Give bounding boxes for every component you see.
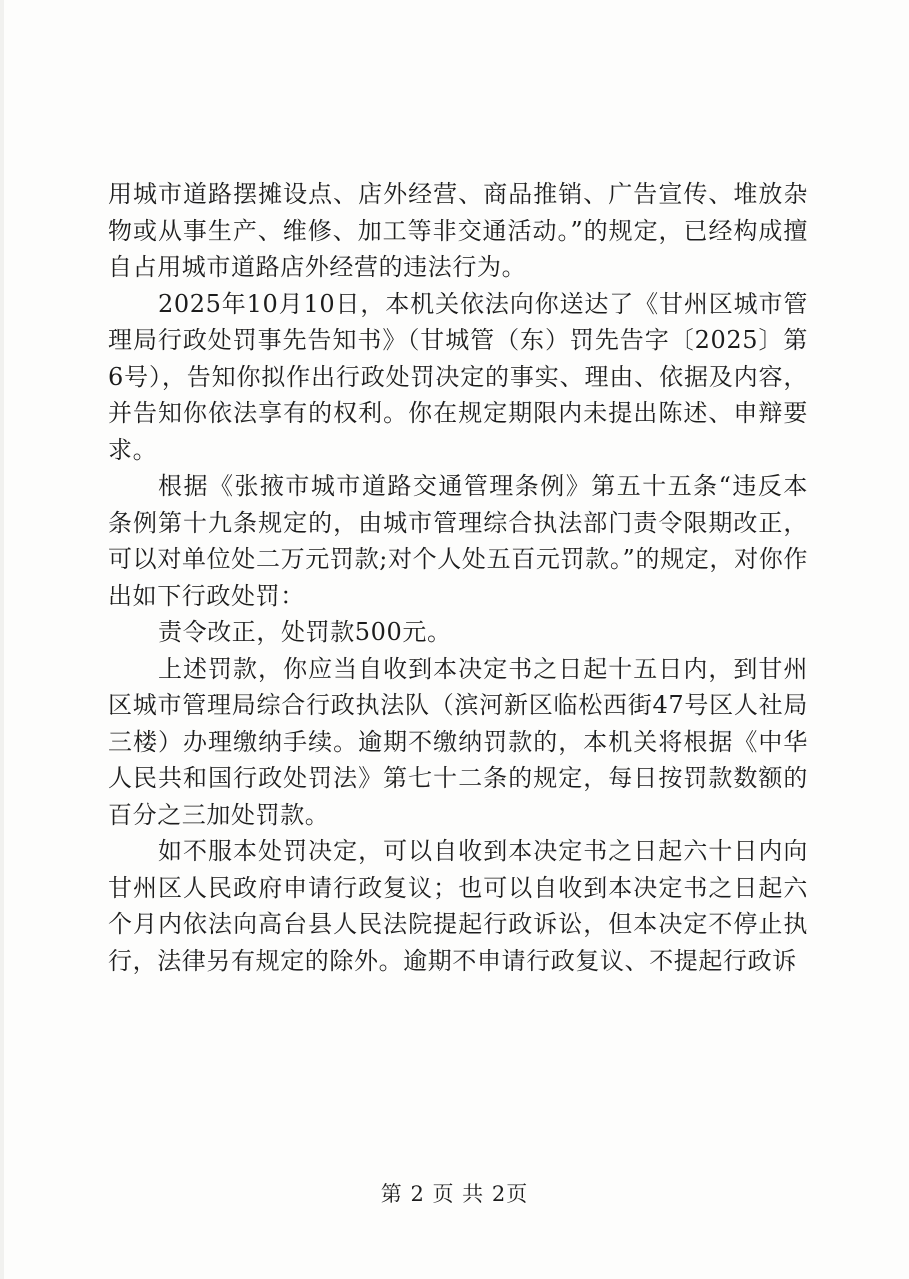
page-number: 第 2 页 共 2页 (380, 1182, 529, 1206)
paragraph-violation-finding: 用城市道路摆摊设点、店外经营、商品推销、广告宣传、堆放杂物或从事生产、维修、加工等非交通活动。”的规定，已经构成擅自占用城市道路店外经营的违法行为。 (108, 180, 808, 281)
paragraph-penalty: 责令改正，处罚款500元。 (158, 618, 452, 646)
paragraph-appeal-rights: 如不服本处罚决定，可以自收到本决定书之日起六十日内向甘州区人民政府申请行政复议；也可以自收到本决定书之日起六个月内依法向高台县人民法院提起行政诉讼，但本决定不停止执行，法律另有规定的除外。逾期不申请行政复议、不提起行政诉 (108, 837, 808, 975)
scan-edge-shadow (0, 0, 4, 1279)
paragraph-legal-basis: 根据《张掖市城市道路交通管理条例》第五十五条“违反本条例第十九条规定的，由城市管理综合执法部门责令限期改正，可以对单位处二万元罚款;对个人处五百元罚款。”的规定，对你作出如下行政处罚： (108, 472, 808, 610)
paragraph-payment-instructions: 上述罚款，你应当自收到本决定书之日起十五日内，到甘州区城市管理局综合行政执法队（滨河新区临松西街47号区人社局三楼）办理缴纳手续。逾期不缴纳罚款的，本机关将根据《中华人民共和国行政处罚法》第七十二条的规定，每日按罚款数额的百分之三加处罚款。 (108, 654, 808, 829)
paragraph-prior-notice: 2025年10月10日，本机关依法向你送达了《甘州区城市管理局行政处罚事先告知书》（甘城管（东）罚先告字〔2025〕第6号），告知你拟作出行政处罚决定的事实、理由、依据及内容，并告知你依法享有的权利。你在规定期限内未提出陈述、申辩要求。 (108, 289, 808, 464)
document-body (108, 176, 808, 979)
